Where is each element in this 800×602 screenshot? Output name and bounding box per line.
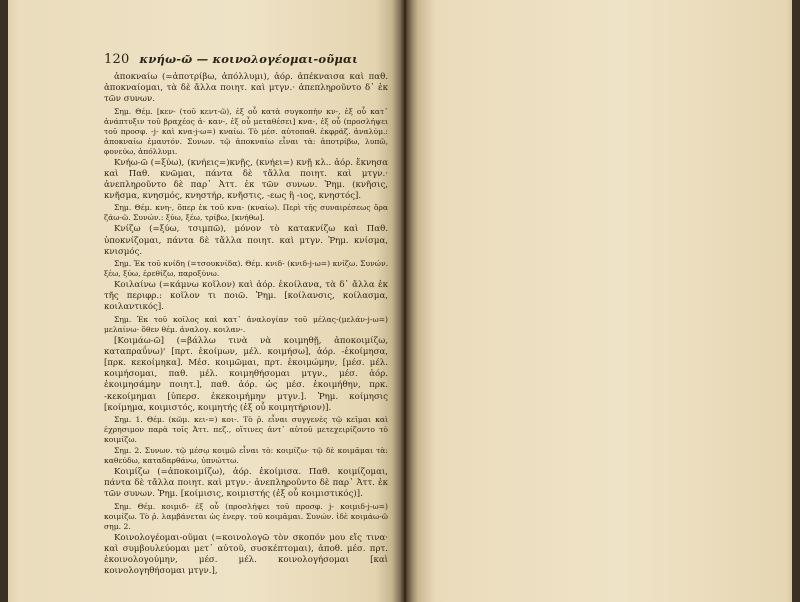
left-body-text — [104, 72, 388, 592]
entry-paragraph: [Κοιμάω-ῶ] (=βάλλω τινὰ νὰ κοιμηθῇ, ἀποκοιμίζω, καταπραΰνω)' [πρτ. ἐκοίμων, μέλ. κοιμήσω], ἀόρ. -ἐκοίμησα, [πρκ. κεκοίμηκα]. Μέσ. κοιμῶμαι, πρτ. ἐκοιμώμην, [μέσ. μέλ. κοιμήσομαι, παθ. μέλ. κοιμηθήσομαι μτγν., μέσ. ἀόρ. ἐκοιμησάμην ποιητ.], παθ. ἀόρ. ὡς μέσ. ἐκοιμήθην, πρκ. -κεκοίμημαι [ὑπερσ. ἐκεκοιμήμην μτγν.]. Ῥημ. κοίμησις [κοίμημα, κοιμιστός, κοιμητής (ἐξ οὗ κοιμητήριον)]. — [104, 335, 388, 413]
note-paragraph: Σημ. Ἐκ τοῦ κνίδη (=τσουκνίδα). Θέμ. κνιδ- (κνιδ-j-ω=) κνίζω. Συνών. ξέω, ξύω, ἐρεθίζω, παροξύνω. — [104, 259, 388, 279]
left-page-number: 120 — [104, 52, 130, 67]
note-paragraph: Σημ. Ἐκ τοῦ κοῖλος καὶ κατ᾽ ἀναλογίαν τοῦ μέλας-(μελάν-j-ω=) μελαίνω· ὅθεν θέμ. ἀναλογ. κοιλαν-. — [104, 314, 388, 334]
right-page — [404, 0, 800, 602]
note-paragraph: Σημ. Θέμ. [κεν- (τοῦ κεντ-ῶ), ἐξ οὗ κατὰ συγκοπὴν κν-, ἐξ οὗ κατ᾽ ἀνάπτυξιν τοῦ βραχέος ἀ· καν-, ἐξ οὗ μεταθέσει] κνα-, ἐξ οὗ (προσλήψει τοῦ προσφ. -j- καὶ κνα-j-ω=) κναίω. Τὸ μέσ. αὐτοπαθ. ἐκφράζ. ἀναλύμ.: ἀποκναίω ἐμαυτόν. Συνων. τῷ ἀποκναίω εἶναι τὰ: ἀποτρίβω, λυπῶ, φονεύω, ἀπόλλυμι. — [104, 106, 388, 156]
book-edge-left — [0, 0, 8, 602]
note-paragraph: Σημ. 1. Θέμ. (κῶμ. κει-=) κοι-. Τὸ ῥ. εἶναι συγγενὲς τῷ κεῖμαι καὶ ἐχρησιμον παρὰ τοῖς Ἀττ. πεζ., οἵτινες ἀντ᾽ αὐτοῦ μετεχειρίζοντο τὸ κοιμίζω. — [104, 415, 388, 445]
entry-paragraph: Κνίζω (=ξύω, τσιμπῶ), μόνον τὸ κατακνίζω καὶ Παθ. ὑποκνίζομαι, πάντα δὲ τἄλλα ποιητ. καὶ μτγν. Ῥημ. κνίσμα, κνισμός. — [104, 224, 388, 257]
entry-paragraph: ἀποκναίω (=ἀποτρίβω, ἀπόλλυμι), ἀόρ. ἀπέκναισα καὶ παθ. ἀποκναίομαι, τὰ δὲ ἄλλα ποιητ. καὶ μτγν.· ἀπεπληροῦντο δ᾽ ἐκ τῶν συνων. — [104, 72, 388, 105]
book-edge-right — [792, 0, 800, 602]
entry-paragraph: Κοιμίζω (=ἀποκοιμίζω), ἀόρ. ἐκοίμισα. Παθ. κοιμίζομαι, πάντα δὲ τἄλλα ποιητ. καὶ μτγν.· ἀνεπληροῦντο δὲ παρ᾽ Ἀττ. ἐκ τῶν συνων. Ῥημ. [κοίμισις, κοιμιστής (ἐξ οὗ κοιμιστικός)]. — [104, 467, 388, 500]
left-head-title: κνήω-ῶ — κοινολογέομαι-οῦμαι — [139, 52, 358, 66]
note-paragraph: Σημ. 2. Συνων. τῷ μέσῳ κοιμῶ εἶναι τὸ: κοιμίζω· τῷ δὲ κοιμᾶμαι τὰ: καθεύδω, καταδαρθάνω, ὑπνώττω. — [104, 446, 388, 466]
note-paragraph: Σημ. Θέμ. κοιμιδ- ἐξ οὗ (προσλήψει τοῦ προσφ. j- κοιμιδ-j-ω=) κοιμίζω. Τὸ ῥ. λαμβάνεται ὡς ἐνεργ. τοῦ κοιμᾶμαι. Συνών. ἰδὲ κοιμάω-ῶ σημ. 2. — [104, 501, 388, 531]
entry-paragraph: Κοιλαίνω (=κάμνω κοῖλον) καὶ ἀόρ. ἐκοίλανα, τὰ δ᾽ ἄλλα ἐκ τῆς περιφρ.: κοῖλον τι ποιῶ. Ῥημ. [κοίλανσις, κοίλασμα, κοιλαντικός]. — [104, 280, 388, 313]
entry-paragraph: Κνήω-ῶ (=ξύω), (κνήεις=)κνῇς, (κνήει=) κνῇ κλ.. ἀόρ. ἔκνησα καὶ Παθ. κνῶμαι, πάντα δὲ τἄλλα ποιητ. καὶ μτγν.· ἀνεπληροῦντο δὲ παρ᾽ Ἀττ. ἐκ τῶν συνων. Ῥημ. (κνῆσις, κνῆσμα, κνησμός, κνηστήρ, κνῆστις, -εως ἢ -ιος, κνηστός]. — [104, 157, 388, 202]
note-paragraph: Σημ. Θέμ. κνη-, ὅπερ ἐκ τοῦ κνα- (κναίω). Περὶ τῆς συναιρέσεως ὅρα ζάω-ῶ. Συνών.: ξύω, ξέω, τρίβω, [κνήθω]. — [104, 203, 388, 223]
left-running-head — [104, 52, 368, 67]
entry-paragraph: Κοινολογέομαι-οῦμαι (=κοινολογῶ τὸν σκοπόν μου εἴς τινα· καὶ συμβουλεύομαι μετ᾽ αὐτοῦ, συσκέπτομαι), ἀποθ. μέσ. πρτ. ἐκοινολογούμην, μέσ. μέλ. κοινολογήσομαι [καὶ κοινολογηθήσομαι μτγν.], — [104, 532, 388, 577]
